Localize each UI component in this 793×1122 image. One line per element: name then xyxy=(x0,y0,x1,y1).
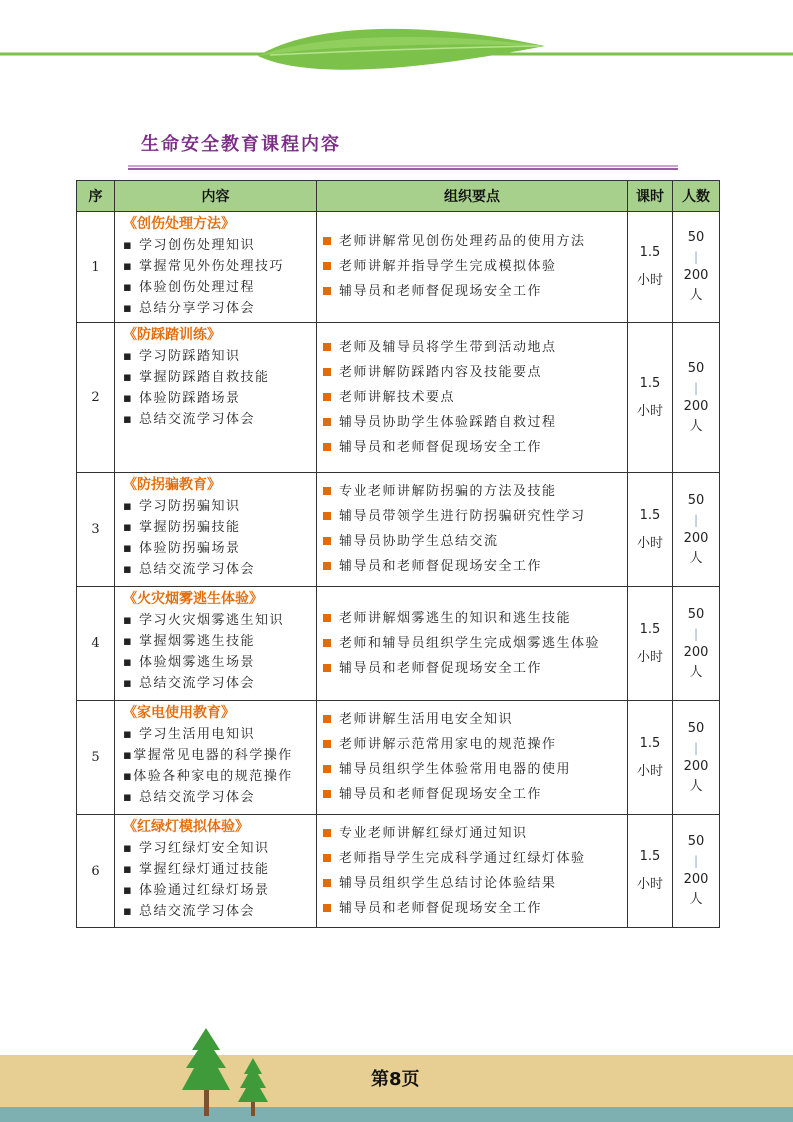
row-seq: 2 xyxy=(77,323,115,473)
row-content xyxy=(115,212,317,323)
row-org xyxy=(317,815,628,928)
row-people: 50 | 200 人 xyxy=(673,587,720,701)
row-org xyxy=(317,587,628,701)
row-hours: 1.5 小时 xyxy=(628,323,673,473)
row-hours: 1.5 小时 xyxy=(628,212,673,323)
header-content: 内容 xyxy=(115,181,317,212)
row-seq: 6 xyxy=(77,815,115,928)
course-title: 《红绿灯模拟体验》 xyxy=(123,819,249,835)
org-item: 专业老师讲解红绿灯通过知识 xyxy=(323,823,625,845)
org-item: 老师讲解生活用电安全知识 xyxy=(323,709,625,731)
org-item: 老师指导学生完成科学通过红绿灯体验 xyxy=(323,848,625,870)
header-seq: 序 xyxy=(77,181,115,212)
table-row xyxy=(77,701,720,815)
org-item: 辅导员组织学生总结讨论体验结果 xyxy=(323,873,625,895)
row-content xyxy=(115,701,317,815)
list-item: ▪ 学习生活用电知识 xyxy=(123,727,255,742)
org-item: 辅导员和老师督促现场安全工作 xyxy=(323,556,625,578)
row-org xyxy=(317,212,628,323)
row-seq: 1 xyxy=(77,212,115,323)
list-item: ▪ 总结交流学习体会 xyxy=(123,412,255,427)
table-row xyxy=(77,212,720,323)
org-item: 辅导员和老师督促现场安全工作 xyxy=(323,784,625,806)
row-org xyxy=(317,473,628,587)
row-seq: 4 xyxy=(77,587,115,701)
square-bullet-icon xyxy=(323,829,331,837)
list-item: ▪ 总结交流学习体会 xyxy=(123,562,255,577)
row-content xyxy=(115,473,317,587)
header-org: 组织要点 xyxy=(317,181,628,212)
square-bullet-icon xyxy=(323,512,331,520)
square-bullet-icon xyxy=(323,287,331,295)
course-title: 《火灾烟雾逃生体验》 xyxy=(123,591,263,607)
org-item: 老师讲解技术要点 xyxy=(323,387,625,409)
square-bullet-icon xyxy=(323,343,331,351)
leaf-header-decoration xyxy=(0,22,793,82)
list-item: ▪ 学习红绿灯安全知识 xyxy=(123,841,270,856)
row-org xyxy=(317,323,628,473)
square-bullet-icon xyxy=(323,854,331,862)
list-item: ▪ 掌握烟雾逃生技能 xyxy=(123,634,255,649)
row-hours: 1.5 小时 xyxy=(628,815,673,928)
row-people: 50 | 200 人 xyxy=(673,701,720,815)
org-item: 专业老师讲解防拐骗的方法及技能 xyxy=(323,481,625,503)
header-hours: 课时 xyxy=(628,181,673,212)
row-content xyxy=(115,815,317,928)
row-people: 50 | 200 人 xyxy=(673,815,720,928)
square-bullet-icon xyxy=(323,740,331,748)
title-underline xyxy=(128,165,678,170)
list-item: ▪ 体验防拐骗场景 xyxy=(123,541,241,556)
list-item: ▪ 体验通过红绿灯场景 xyxy=(123,883,270,898)
row-hours: 1.5 小时 xyxy=(628,701,673,815)
list-item: ▪ 掌握红绿灯通过技能 xyxy=(123,862,270,877)
square-bullet-icon xyxy=(323,487,331,495)
square-bullet-icon xyxy=(323,715,331,723)
square-bullet-icon xyxy=(323,664,331,672)
list-item: ▪ 掌握防拐骗技能 xyxy=(123,520,241,535)
org-item: 辅导员带领学生进行防拐骗研究性学习 xyxy=(323,506,625,528)
list-item: ▪ 总结交流学习体会 xyxy=(123,676,255,691)
list-item: ▪ 总结交流学习体会 xyxy=(123,904,255,919)
square-bullet-icon xyxy=(323,614,331,622)
square-bullet-icon xyxy=(323,393,331,401)
org-item: 辅导员协助学生总结交流 xyxy=(323,531,625,553)
org-item: 辅导员和老师督促现场安全工作 xyxy=(323,898,625,920)
list-item: ▪掌握常见电器的科学操作 xyxy=(123,748,293,763)
page-title: 生命安全教育课程内容 xyxy=(141,134,341,155)
page-number: 第8页 xyxy=(371,1069,420,1090)
row-seq: 5 xyxy=(77,701,115,815)
row-hours: 1.5 小时 xyxy=(628,587,673,701)
list-item: ▪体验各种家电的规范操作 xyxy=(123,769,293,784)
list-item: ▪ 学习防踩踏知识 xyxy=(123,349,241,364)
course-title: 《防踩踏训练》 xyxy=(123,327,221,343)
org-item: 辅导员和老师督促现场安全工作 xyxy=(323,437,625,459)
list-item: ▪ 掌握常见外伤处理技巧 xyxy=(123,259,284,274)
course-table xyxy=(76,180,720,928)
org-item: 老师讲解并指导学生完成模拟体验 xyxy=(323,256,625,278)
header-people: 人数 xyxy=(673,181,720,212)
square-bullet-icon xyxy=(323,904,331,912)
square-bullet-icon xyxy=(323,879,331,887)
square-bullet-icon xyxy=(323,790,331,798)
square-bullet-icon xyxy=(323,443,331,451)
square-bullet-icon xyxy=(323,262,331,270)
org-item: 辅导员和老师督促现场安全工作 xyxy=(323,281,625,303)
row-org xyxy=(317,701,628,815)
table-row xyxy=(77,323,720,473)
square-bullet-icon xyxy=(323,765,331,773)
org-item: 老师讲解防踩踏内容及技能要点 xyxy=(323,362,625,384)
course-title: 《防拐骗教育》 xyxy=(123,477,221,493)
course-title: 《创伤处理方法》 xyxy=(123,216,235,232)
row-people: 50 | 200 人 xyxy=(673,212,720,323)
list-item: ▪ 体验创伤处理过程 xyxy=(123,280,255,295)
list-item: ▪ 掌握防踩踏自救技能 xyxy=(123,370,270,385)
list-item: ▪ 学习创伤处理知识 xyxy=(123,238,255,253)
org-item: 老师讲解示范常用家电的规范操作 xyxy=(323,734,625,756)
org-item: 辅导员和老师督促现场安全工作 xyxy=(323,658,625,680)
list-item: ▪ 学习火灾烟雾逃生知识 xyxy=(123,613,284,628)
row-people: 50 | 200 人 xyxy=(673,323,720,473)
org-item: 老师和辅导员组织学生完成烟雾逃生体验 xyxy=(323,633,625,655)
row-content xyxy=(115,323,317,473)
square-bullet-icon xyxy=(323,639,331,647)
table-row xyxy=(77,587,720,701)
list-item: ▪ 体验烟雾逃生场景 xyxy=(123,655,255,670)
square-bullet-icon xyxy=(323,418,331,426)
list-item: ▪ 学习防拐骗知识 xyxy=(123,499,241,514)
square-bullet-icon xyxy=(323,368,331,376)
square-bullet-icon xyxy=(323,537,331,545)
square-bullet-icon xyxy=(323,237,331,245)
row-content xyxy=(115,587,317,701)
course-title: 《家电使用教育》 xyxy=(123,705,235,721)
list-item: ▪ 总结分享学习体会 xyxy=(123,301,255,316)
org-item: 辅导员组织学生体验常用电器的使用 xyxy=(323,759,625,781)
square-bullet-icon xyxy=(323,562,331,570)
row-hours: 1.5 小时 xyxy=(628,473,673,587)
org-item: 辅导员协助学生体验踩踏自救过程 xyxy=(323,412,625,434)
pine-trees-icon xyxy=(180,1028,280,1118)
org-item: 老师讲解常见创伤处理药品的使用方法 xyxy=(323,231,625,253)
table-row xyxy=(77,815,720,928)
water-band xyxy=(0,1107,793,1122)
table-header-row xyxy=(77,181,720,212)
row-seq: 3 xyxy=(77,473,115,587)
list-item: ▪ 总结交流学习体会 xyxy=(123,790,255,805)
table-row xyxy=(77,473,720,587)
org-item: 老师及辅导员将学生带到活动地点 xyxy=(323,337,625,359)
row-people: 50 | 200 人 xyxy=(673,473,720,587)
list-item: ▪ 体验防踩踏场景 xyxy=(123,391,241,406)
org-item: 老师讲解烟雾逃生的知识和逃生技能 xyxy=(323,608,625,630)
